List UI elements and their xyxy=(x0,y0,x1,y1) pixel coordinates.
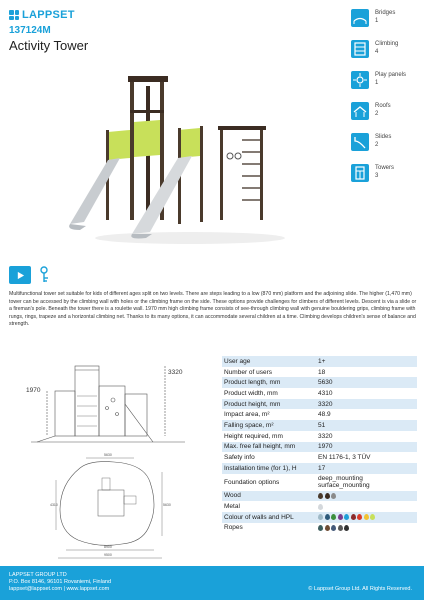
plan-drawing xyxy=(50,450,170,562)
feature-count: 1 xyxy=(375,80,379,86)
fall-height-dimension: 1970 xyxy=(26,387,41,394)
feature-label: Climbing xyxy=(375,41,399,47)
plan-width-label: 4310 xyxy=(50,503,58,507)
spec-label: Product length, mm xyxy=(224,379,281,387)
color-swatch xyxy=(344,514,349,520)
spec-row xyxy=(222,442,417,453)
feature-roofs xyxy=(351,102,421,133)
spec-row xyxy=(222,431,417,442)
logo-text: LAPPSET xyxy=(22,9,75,21)
color-swatch xyxy=(318,493,323,499)
roof-icon xyxy=(351,102,369,120)
spec-value xyxy=(316,501,417,512)
spec-label: Wood xyxy=(224,492,241,500)
spec-value: 1+ xyxy=(318,357,326,365)
color-swatch xyxy=(325,493,330,499)
feature-list xyxy=(351,9,421,195)
spec-row xyxy=(222,420,417,431)
spec-value: 4310 xyxy=(318,389,333,397)
play-video-button[interactable] xyxy=(9,266,31,284)
logo-mark-icon xyxy=(9,10,19,20)
plan-overall-label: 9500 xyxy=(104,553,112,557)
footer-copyright: © Lappset Group Ltd. All Rights Reserved. xyxy=(308,586,412,592)
plan-length-label: 5630 xyxy=(104,453,112,457)
spec-label: Falling space, m² xyxy=(224,421,274,429)
feature-count: 2 xyxy=(375,142,379,148)
spec-value xyxy=(316,474,417,491)
spec-value xyxy=(316,491,417,502)
feature-label: Bridges xyxy=(375,10,396,16)
feature-climbing xyxy=(351,40,421,71)
feature-play-panels xyxy=(351,71,421,102)
feature-towers xyxy=(351,164,421,195)
tower-icon xyxy=(351,164,369,182)
spec-row xyxy=(222,452,417,463)
product-name: Activity Tower xyxy=(9,38,89,53)
spec-row-material xyxy=(222,512,417,523)
color-swatch xyxy=(370,514,375,520)
color-swatch xyxy=(331,493,336,499)
spec-label: Product width, mm xyxy=(224,389,278,397)
product-description: Multifunctional tower set suitable for kids of different ages split on two levels. There are steps leading to a low (870 mm) platform and the adjoining slide. The higher (1,470 mm) tower can be accessed by the climbing wall with holes or the climbing frame on the side. These options provide challenges for climbers of different levels. Descent is via a slide or a fireman's pole. Beneath the tower there is a roulette wall. 1970 mm high climbing frame consists of see-through climbing wall with genuine bouldering grips, climbing frame with rungs, rings, trapeze and a horizontal climbing net. Thanks to its many options, it can accommodate several children at a time. Climbing develops children's sense of balance and strength. xyxy=(9,291,417,328)
color-swatches xyxy=(318,525,415,531)
color-swatch xyxy=(318,504,323,510)
feature-label: Play panels xyxy=(375,72,407,78)
spec-value: 48.9 xyxy=(318,411,331,419)
bridge-icon xyxy=(351,9,369,27)
spec-value xyxy=(316,512,417,523)
color-swatch xyxy=(338,514,343,520)
color-swatch xyxy=(318,525,323,531)
color-swatch xyxy=(364,514,369,520)
spec-label: Product height, mm xyxy=(224,400,281,408)
spec-value: 51 xyxy=(318,421,326,429)
elevation-drawing xyxy=(25,356,195,446)
spec-label: Max. free fall height, mm xyxy=(224,443,296,451)
color-swatches xyxy=(318,514,415,520)
play-icon xyxy=(16,271,25,280)
plan-total-length-label: 8900 xyxy=(104,545,112,549)
spec-table xyxy=(222,356,417,533)
spec-row-material xyxy=(222,523,417,534)
spec-value: 5630 xyxy=(318,379,333,387)
play-panel-icon xyxy=(351,71,369,89)
key-icon[interactable] xyxy=(37,266,51,284)
color-swatch xyxy=(357,514,362,520)
spec-value xyxy=(316,523,417,534)
feature-count: 1 xyxy=(375,18,379,24)
spec-row xyxy=(222,463,417,474)
footer-company: LAPPSET GROUP LTD xyxy=(9,572,67,578)
spec-value: 3320 xyxy=(318,432,333,440)
spec-row-material xyxy=(222,491,417,502)
color-swatch xyxy=(331,514,336,520)
height-dimension: 3320 xyxy=(168,369,183,376)
spec-label: Ropes xyxy=(224,524,243,532)
color-swatch xyxy=(331,525,336,531)
climbing-icon xyxy=(351,40,369,58)
spec-value: 1970 xyxy=(318,443,333,451)
color-swatch xyxy=(325,525,330,531)
spec-label: Colour of walls and HPL xyxy=(224,513,294,521)
spec-value: 17 xyxy=(318,464,326,472)
spec-label: User age xyxy=(224,357,251,365)
lappset-logo xyxy=(9,9,75,21)
spec-label: Height required, mm xyxy=(224,432,283,440)
foundation-option: deep_mounting xyxy=(318,475,363,483)
spec-value: EN 1176-1, 3 TÜV xyxy=(318,454,371,462)
product-image xyxy=(60,60,300,250)
spec-row-material xyxy=(222,501,417,512)
spec-label: Safety info xyxy=(224,454,255,462)
foundation-option: surface_mounting xyxy=(318,482,370,490)
spec-row-foundation xyxy=(222,474,417,491)
feature-label: Slides xyxy=(375,134,392,140)
spec-label: Installation time (for 1), H xyxy=(224,464,297,472)
footer-contact[interactable]: lappset@lappset.com | www.lappset.com xyxy=(9,586,110,592)
slide-icon xyxy=(351,133,369,151)
feature-slides xyxy=(351,133,421,164)
spec-label: Impact area, m² xyxy=(224,411,270,419)
feature-count: 4 xyxy=(375,49,379,55)
color-swatches xyxy=(318,504,415,510)
color-swatch xyxy=(318,514,323,520)
feature-label: Towers xyxy=(375,165,395,171)
spec-row xyxy=(222,399,417,410)
spec-value: 18 xyxy=(318,368,326,376)
plan-depth-label: 5630 xyxy=(163,503,171,507)
footer xyxy=(0,566,424,600)
feature-count: 3 xyxy=(375,173,379,179)
feature-count: 2 xyxy=(375,111,379,117)
spec-row xyxy=(222,377,417,388)
footer-address: P.O. Box 8146, 96101 Rovaniemi, Finland xyxy=(9,579,112,585)
feature-label: Roofs xyxy=(375,103,391,109)
color-swatch xyxy=(325,514,330,520)
color-swatches xyxy=(318,493,415,499)
spec-row xyxy=(222,409,417,420)
color-swatch xyxy=(344,525,349,531)
product-code: 137124M xyxy=(9,25,51,36)
spec-label: Foundation options xyxy=(224,478,280,486)
spec-value: 3320 xyxy=(318,400,333,408)
feature-bridges xyxy=(351,9,421,40)
spec-row xyxy=(222,388,417,399)
spec-label: Metal xyxy=(224,503,240,511)
spec-label: Number of users xyxy=(224,368,273,376)
color-swatch xyxy=(338,525,343,531)
spec-row xyxy=(222,367,417,378)
spec-row xyxy=(222,356,417,367)
media-actions xyxy=(9,266,51,284)
color-swatch xyxy=(351,514,356,520)
